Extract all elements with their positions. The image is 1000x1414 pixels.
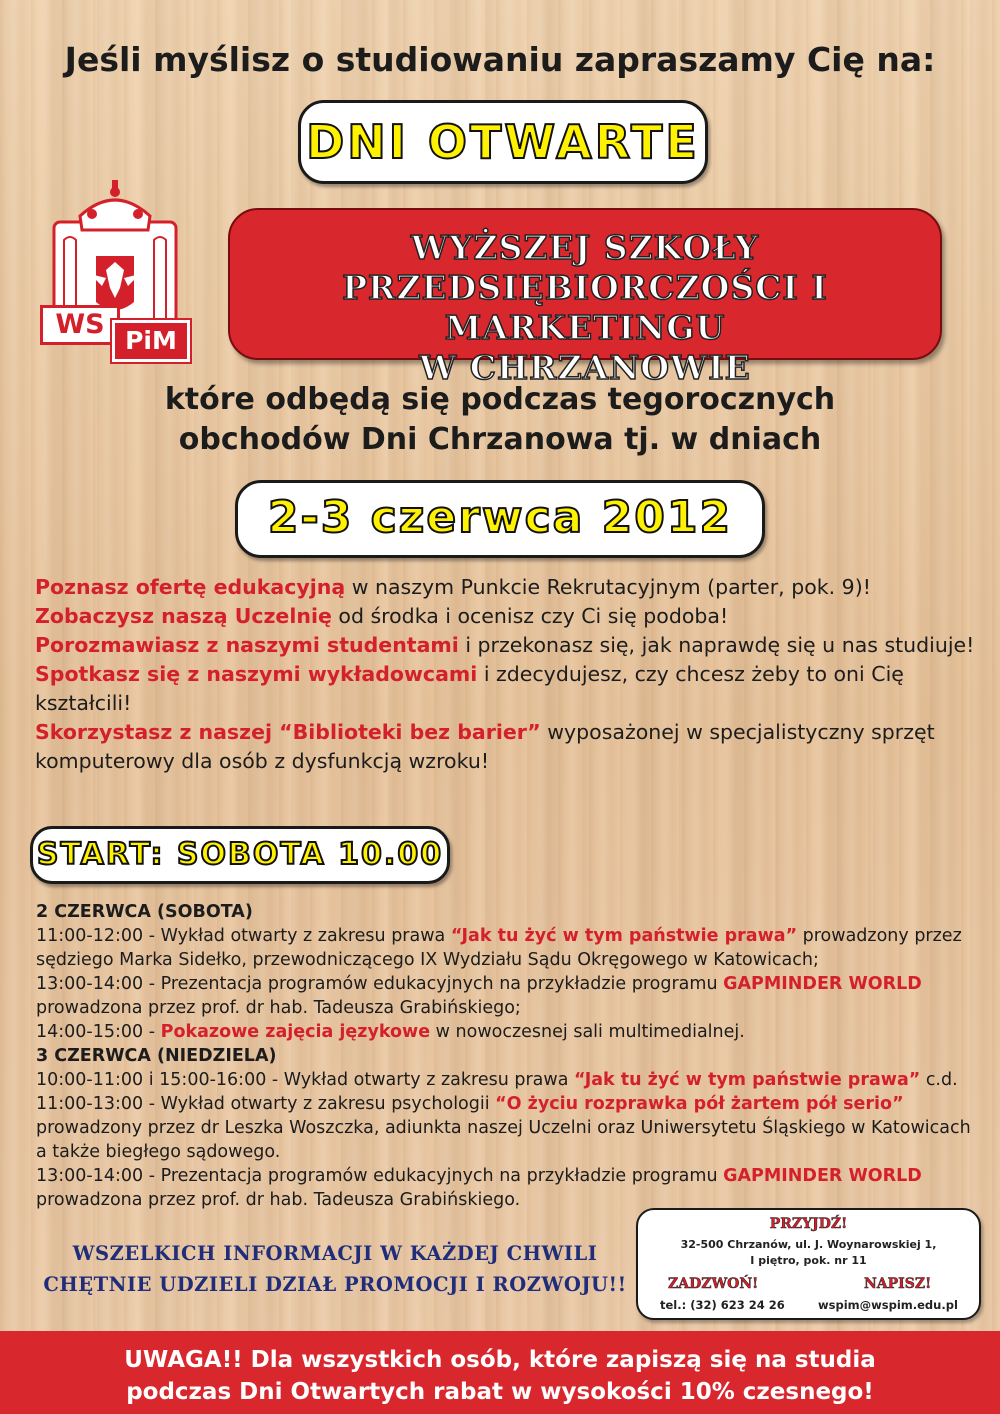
benefit-item: Skorzystasz z naszej “Biblioteki bez barier” wyposażonej w specjalistyczny sprzęt komputerowy dla osób z dysfunkcją wzroku! bbox=[35, 720, 935, 773]
schedule-entry: 13:00-14:00 - Prezentacja programów edukacyjnych na przykładzie programu GAPMINDER WORLD prowadzona przez prof. dr hab. Tadeusza Grabińskiego; bbox=[36, 974, 922, 1018]
schedule-day-title: 2 CZERWCA (SOBOTA) bbox=[36, 902, 253, 922]
schedule-entry: 11:00-13:00 - Wykład otwarty z zakresu psychologii “O życiu rozprawka pół żartem pół serio” prowadzony przez dr Leszka Woszczka, adiunkta naszej Uczelni oraz Uniwersytetu Śląskiego w Katowicach a także biegłego sądowego. bbox=[36, 1094, 971, 1162]
benefits-list bbox=[35, 573, 985, 776]
contact-phone: tel.: (32) 623 24 26 bbox=[660, 1298, 785, 1312]
headline: Jeśli myślisz o studiowaniu zapraszamy Cię na: bbox=[64, 40, 936, 79]
contact-box bbox=[636, 1208, 981, 1320]
contact-address-line2: I piętro, pok. nr 11 bbox=[750, 1254, 867, 1267]
school-name-banner bbox=[228, 208, 942, 387]
benefit-item: Spotkasz się z naszymi wykładowcami i zdecydujesz, czy chcesz żeby to oni Cię kształcili! bbox=[35, 662, 904, 715]
schedule-entry: 11:00-12:00 - Wykład otwarty z zakresu prawa “Jak tu żyć w tym państwie prawa” prowadzony przez sędziego Marka Sidełko, przewodniczącego IX Wydziału Sądu Okręgowego w Katowicach; bbox=[36, 926, 962, 970]
contact-address-line1: 32-500 Chrzanów, ul. J. Woynarowskiej 1, bbox=[680, 1238, 937, 1251]
schedule-day-title: 3 CZERWCA (NIEDZIELA) bbox=[36, 1046, 277, 1066]
logo-ws-mark: WS bbox=[40, 305, 120, 345]
discount-footer bbox=[0, 1331, 1000, 1414]
schedule-entry: 13:00-14:00 - Prezentacja programów edukacyjnych na przykładzie programu GAPMINDER WORLD prowadzona przez prof. dr hab. Tadeusza Grabińskiego. bbox=[36, 1166, 922, 1210]
schedule-entry: 14:00-15:00 - Pokazowe zajęcia językowe w nowoczesnej sali multimedialnej. bbox=[36, 1022, 745, 1042]
benefit-item: Porozmawiasz z naszymi studentami i przekonasz się, jak naprawdę się u nas studiuje! bbox=[35, 633, 975, 657]
school-name-line1: WYŻSZEJ SZKOŁY bbox=[410, 228, 760, 267]
contact-email: wspim@wspim.edu.pl bbox=[818, 1298, 958, 1312]
event-subheading bbox=[0, 380, 1000, 460]
school-name-line3: W CHRZANOWIE bbox=[419, 348, 751, 387]
event-date-badge bbox=[235, 480, 765, 558]
footer-line2: podczas Dni Otwartych rabat w wysokości 10% czesnego! bbox=[126, 1379, 874, 1405]
subheading-line1: które odbędą się podczas tegorocznych bbox=[164, 382, 836, 417]
contact-write-heading: NAPISZ! bbox=[864, 1276, 932, 1292]
info-line2: CHĘTNIE UDZIELI DZIAŁ PROMOCJI I ROZWOJU!! bbox=[43, 1273, 627, 1296]
info-line1: WSZELKICH INFORMACJI W KAŻDEJ CHWILI bbox=[72, 1242, 598, 1265]
benefit-item: Zobaczysz naszą Uczelnię od środka i ocenisz czy Ci się podoba! bbox=[35, 604, 729, 628]
start-time-badge bbox=[30, 826, 450, 884]
contact-call-heading: ZADZWOŃ! bbox=[668, 1276, 759, 1292]
schedule-entry: 10:00-11:00 i 15:00-16:00 - Wykład otwarty z zakresu prawa “Jak tu żyć w tym państwie prawa” c.d. bbox=[36, 1070, 958, 1090]
event-title-badge bbox=[298, 100, 708, 184]
event-title: DNI OTWARTE bbox=[306, 115, 700, 169]
event-schedule bbox=[36, 900, 986, 1212]
benefit-item: Poznasz ofertę edukacyjną w naszym Punkcie Rekrutacyjnym (parter, pok. 9)! bbox=[35, 575, 871, 599]
school-name-line2: PRZEDSIĘBIORCZOŚCI I MARKETINGU bbox=[342, 268, 828, 347]
footer-line1: UWAGA!! Dla wszystkich osób, które zapiszą się na studia bbox=[124, 1347, 876, 1373]
contact-come-heading: PRZYJDŹ! bbox=[769, 1216, 848, 1232]
logo-pim-mark: PiM bbox=[112, 320, 190, 362]
info-note bbox=[40, 1238, 630, 1300]
start-time: START: SOBOTA 10.00 bbox=[36, 837, 444, 872]
event-date: 2-3 czerwca 2012 bbox=[267, 492, 733, 543]
subheading-line2: obchodów Dni Chrzanowa tj. w dniach bbox=[178, 422, 822, 457]
